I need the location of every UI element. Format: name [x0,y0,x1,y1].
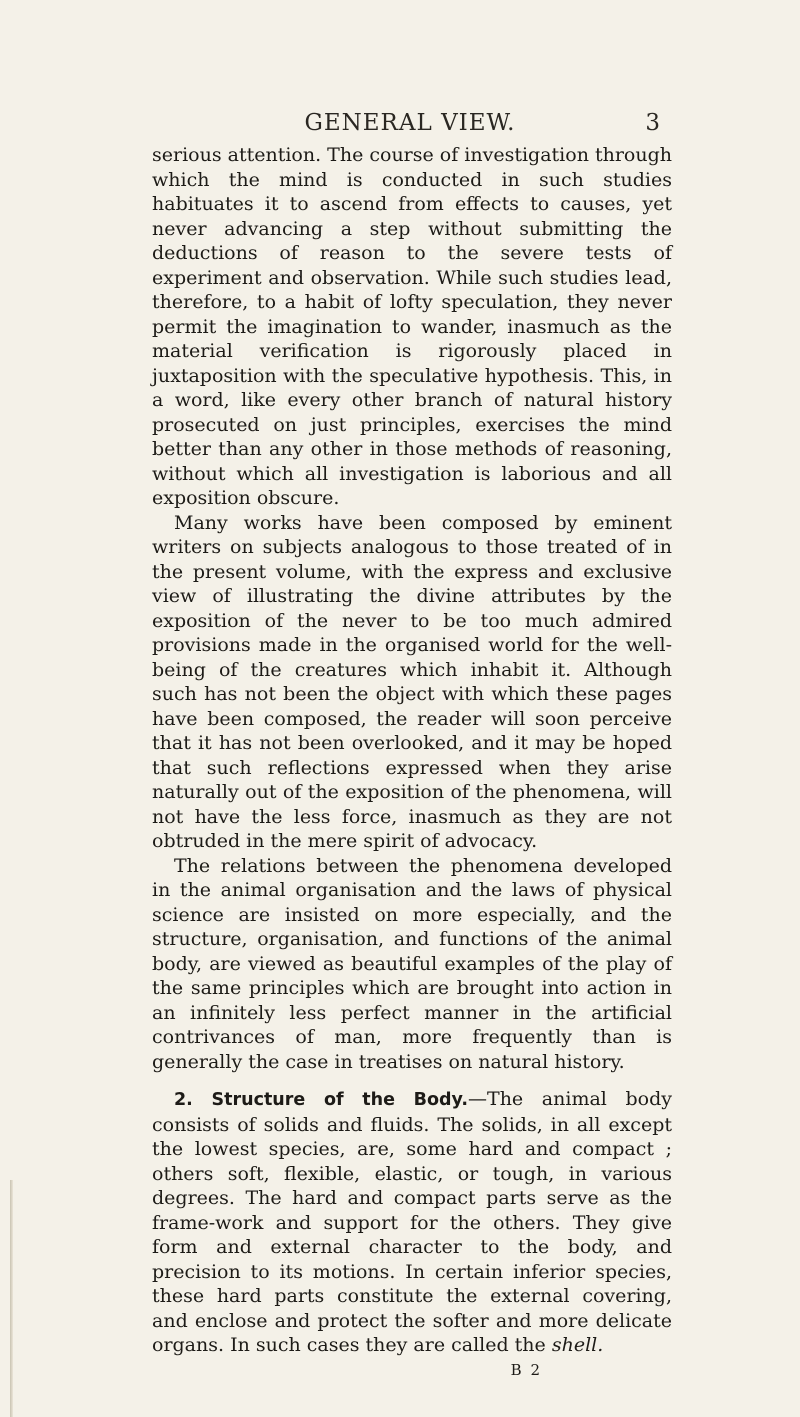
page-number: 3 [645,110,660,136]
paragraph-3: The relations between the phenomena developed in the animal organisation and the laws of physical science are insisted on more especially, and the structure, organisation, and functions of the animal body, are viewed as beautiful examples of the play of the same principles which are brought into action in an infinitely less perfect manner in the artificial contrivances of man, more frequently than is generally the case in treatises on natural history. [152,854,672,1073]
signature-mark: B 2 [510,1360,542,1379]
running-head: GENERAL VIEW. [304,110,516,136]
section-paragraph [152,1087,672,1358]
italic-term: shell. [551,1334,604,1356]
section-text: —The animal body consists of solids and fluids. The solids, in all except the lowest species, are, some hard and compact ; others soft, flexible, elastic, or tough, in various degrees. The hard and compact parts serve as the frame-work and support for the others. They give form and external character to the body, and precision to its motions. In certain inferior species, these hard parts constitute the external covering, and enclose and protect the softer and more delicate organs. In such cases they are called the [152,1088,673,1356]
page-header [160,110,660,140]
paragraph-2: Many works have been composed by eminent writers on subjects analogous to those treated of in the present volume, with the express and exclusive view of illustrating the divine attributes by the exposition of the never to be too much admired provisions made in the organised world for the well-being of the creatures which inhabit it. Although such has not been the object with which these pages have been composed, the reader will soon perceive that it has not been overlooked, and it may be hoped that such reflections expressed when they arise naturally out of the exposition of the phenomena, will not have the less force, inasmuch as they are not obtruded in the mere spirit of advocacy. [152,511,672,852]
paragraph-1: serious attention. The course of investigation through which the mind is conducted in such studies habituates it to ascend from effects to causes, yet never advancing a step without submitting the deductions of reason to the severe tests of experiment and observation. While such studies lead, therefore, to a habit of lofty speculation, they never permit the imagination to wander, inasmuch as the material verification is rigorously placed in juxtaposition with the speculative hypothesis. This, in a word, like every other branch of natural history prosecuted on just principles, exercises the mind better than any other in those methods of reasoning, without which all investigation is laborious and all exposition obscure. [152,144,673,509]
page-edge-shadow [10,1180,13,1417]
body-text [152,143,672,1382]
section-heading: 2. Structure of the Body. [174,1090,469,1110]
